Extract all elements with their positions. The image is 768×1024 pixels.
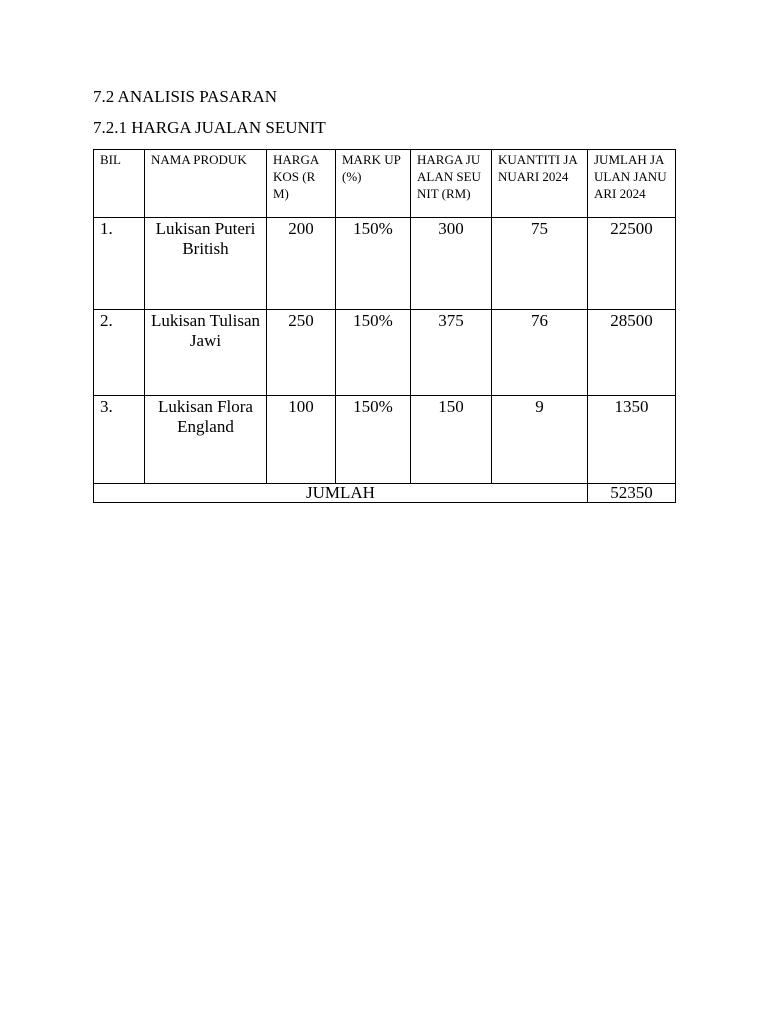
total-value: 52350 — [588, 484, 676, 503]
total-row — [94, 484, 676, 503]
cell-harga-jualan: 375 — [411, 310, 492, 396]
cell-harga-jualan: 150 — [411, 396, 492, 484]
cell-harga-kos: 100 — [267, 396, 336, 484]
table-header-row — [94, 150, 676, 218]
subsection-title: 7.2.1 HARGA JUALAN SEUNIT — [93, 118, 326, 137]
cell-markup: 150% — [336, 310, 411, 396]
cell-markup: 150% — [336, 396, 411, 484]
cell-harga-jualan: 300 — [411, 218, 492, 310]
cell-jumlah: 22500 — [588, 218, 676, 310]
cell-kuantiti: 9 — [492, 396, 588, 484]
section-title: 7.2 ANALISIS PASARAN — [93, 87, 278, 106]
header-kuantiti: KUANTITI JANUARI 2024 — [492, 150, 588, 218]
cell-kuantiti: 75 — [492, 218, 588, 310]
total-label: JUMLAH — [94, 484, 588, 503]
cell-bil: 3. — [94, 396, 145, 484]
cell-harga-kos: 250 — [267, 310, 336, 396]
cell-jumlah: 1350 — [588, 396, 676, 484]
table-row — [94, 310, 676, 396]
header-jumlah-jualan: JUMLAH JAULAN JANUARI 2024 — [588, 150, 676, 218]
cell-nama-produk: Lukisan Flora England — [145, 396, 267, 484]
sales-price-table — [93, 149, 676, 503]
cell-harga-kos: 200 — [267, 218, 336, 310]
header-harga-jualan: HARGA JUALAN SEUNIT (RM) — [411, 150, 492, 218]
cell-nama-produk: Lukisan Tulisan Jawi — [145, 310, 267, 396]
cell-bil: 1. — [94, 218, 145, 310]
header-nama-produk: NAMA PRODUK — [145, 150, 267, 218]
cell-jumlah: 28500 — [588, 310, 676, 396]
table-row — [94, 218, 676, 310]
table-row — [94, 396, 676, 484]
cell-markup: 150% — [336, 218, 411, 310]
header-mark-up: MARK UP (%) — [336, 150, 411, 218]
header-bil: BIL — [94, 150, 145, 218]
cell-bil: 2. — [94, 310, 145, 396]
cell-kuantiti: 76 — [492, 310, 588, 396]
header-harga-kos: HARGA KOS (RM) — [267, 150, 336, 218]
cell-nama-produk: Lukisan Puteri British — [145, 218, 267, 310]
